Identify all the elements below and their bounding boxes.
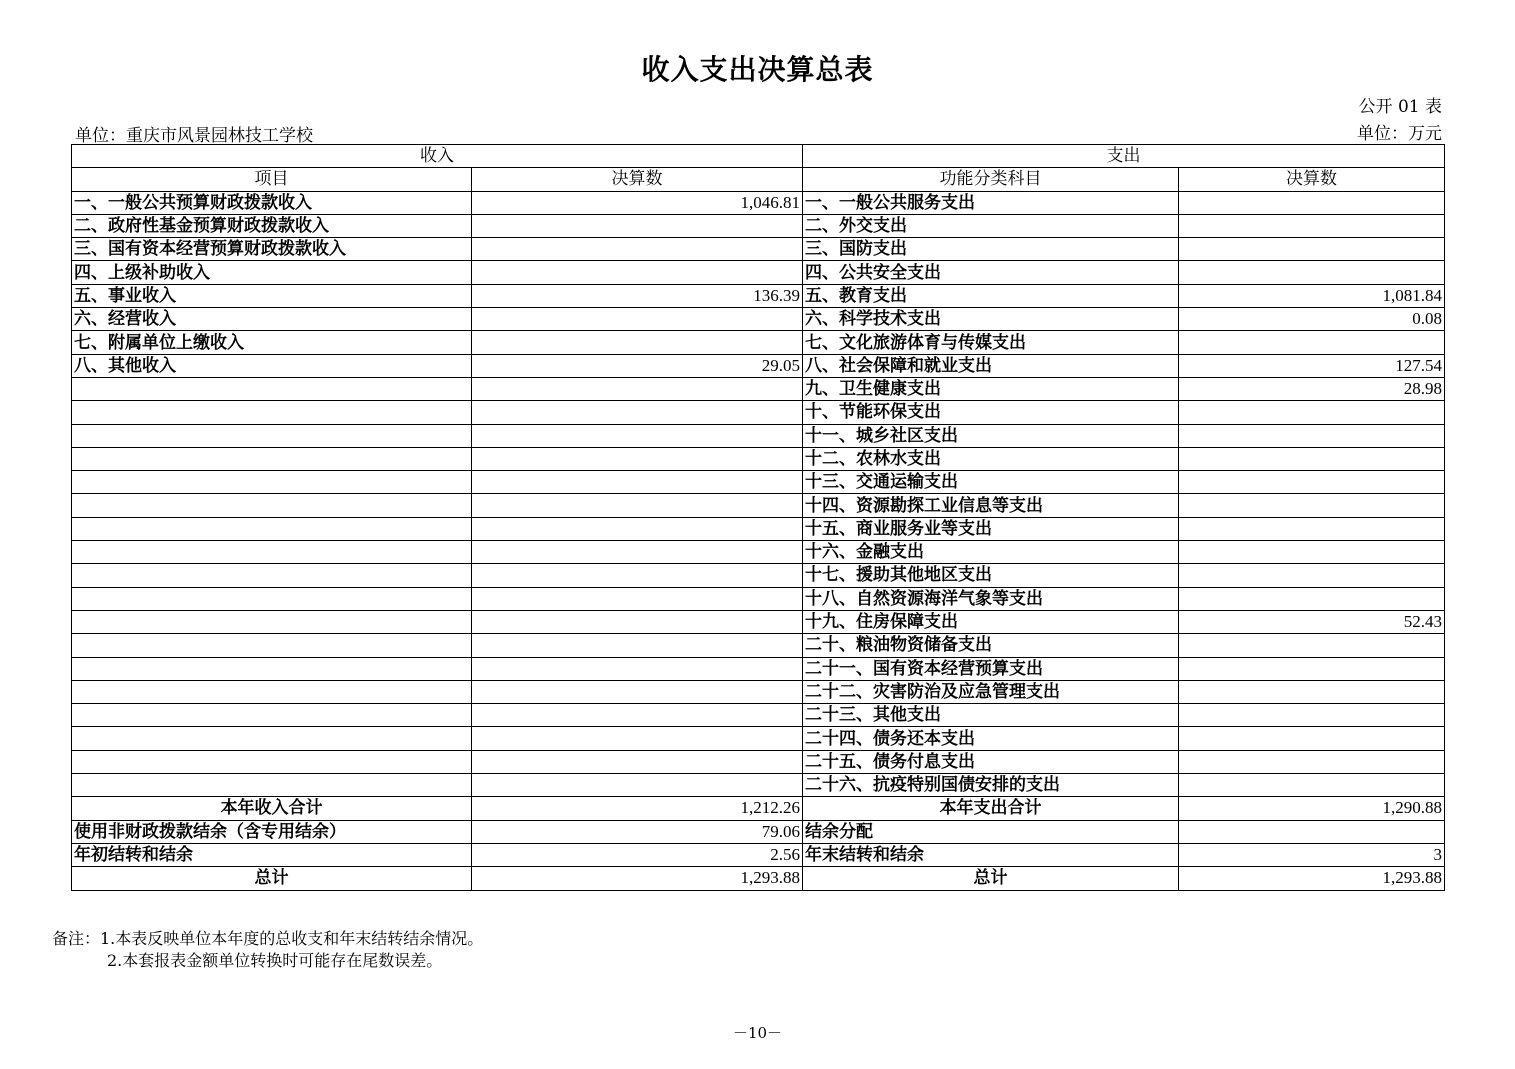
expense-item-cell: 一、一般公共服务支出 bbox=[803, 191, 1179, 214]
expense-item-cell: 九、卫生健康支出 bbox=[803, 377, 1179, 400]
income-item-cell bbox=[72, 564, 472, 587]
income-item-cell bbox=[72, 471, 472, 494]
table-row bbox=[72, 261, 1445, 284]
income-item-cell bbox=[72, 750, 472, 773]
expense-item-cell: 二十六、抗疫特别国债安排的支出 bbox=[803, 774, 1179, 797]
expense-item-cell: 十二、农林水支出 bbox=[803, 447, 1179, 470]
form-number: 公开 01 表 bbox=[1358, 97, 1442, 117]
expense-item-cell: 七、文化旅游体育与传媒支出 bbox=[803, 331, 1179, 354]
income-amount-cell bbox=[472, 564, 803, 587]
income-item-cell bbox=[72, 447, 472, 470]
table-row bbox=[72, 331, 1445, 354]
summary-row bbox=[72, 797, 1445, 820]
income-amount-cell bbox=[472, 657, 803, 680]
expense-amount-cell bbox=[1179, 401, 1445, 424]
expense-amount-cell bbox=[1179, 238, 1445, 261]
income-item-cell bbox=[72, 704, 472, 727]
table-row bbox=[72, 471, 1445, 494]
income-amount-cell bbox=[472, 401, 803, 424]
table-row bbox=[72, 774, 1445, 797]
expense-amount-cell bbox=[1179, 750, 1445, 773]
income-item-cell bbox=[72, 634, 472, 657]
income-item-cell: 七、附属单位上缴收入 bbox=[72, 331, 472, 354]
expense-amount-header: 决算数 bbox=[1179, 168, 1445, 191]
expense-amount-cell bbox=[1179, 331, 1445, 354]
table-row bbox=[72, 238, 1445, 261]
income-amount-cell bbox=[472, 727, 803, 750]
expense-amount-cell: 52.43 bbox=[1179, 610, 1445, 633]
income-item-cell bbox=[72, 774, 472, 797]
income-item-cell bbox=[72, 587, 472, 610]
income-amount-cell: 136.39 bbox=[472, 284, 803, 307]
income-item-cell: 六、经营收入 bbox=[72, 308, 472, 331]
income-item-cell: 五、事业收入 bbox=[72, 284, 472, 307]
expense-item-cell: 二十、粮油物资储备支出 bbox=[803, 634, 1179, 657]
table-row bbox=[72, 191, 1445, 214]
note-line-1: 备注：1.本表反映单位本年度的总收支和年末结转结余情况。 bbox=[52, 929, 484, 948]
table-row bbox=[72, 308, 1445, 331]
expense-item-cell: 十五、商业服务业等支出 bbox=[803, 517, 1179, 540]
income-item-cell: 总计 bbox=[72, 867, 472, 890]
expense-item-header: 功能分类科目 bbox=[803, 168, 1179, 191]
expense-item-cell: 二十五、债务付息支出 bbox=[803, 750, 1179, 773]
income-amount-cell bbox=[472, 774, 803, 797]
expense-item-cell: 本年支出合计 bbox=[803, 797, 1179, 820]
income-amount-cell: 1,212.26 bbox=[472, 797, 803, 820]
table-row bbox=[72, 377, 1445, 400]
table-row bbox=[72, 541, 1445, 564]
expense-amount-cell bbox=[1179, 564, 1445, 587]
income-item-cell bbox=[72, 517, 472, 540]
header-row-section bbox=[72, 145, 1445, 168]
table-row bbox=[72, 587, 1445, 610]
income-amount-cell: 2.56 bbox=[472, 843, 803, 866]
expense-amount-cell bbox=[1179, 634, 1445, 657]
expense-item-cell: 十六、金融支出 bbox=[803, 541, 1179, 564]
income-amount-cell bbox=[472, 494, 803, 517]
page-number: －10－ bbox=[732, 1024, 783, 1042]
expense-item-cell: 二十一、国有资本经营预算支出 bbox=[803, 657, 1179, 680]
income-amount-cell bbox=[472, 541, 803, 564]
expense-item-cell: 八、社会保障和就业支出 bbox=[803, 354, 1179, 377]
expense-item-cell: 十三、交通运输支出 bbox=[803, 471, 1179, 494]
expense-item-cell: 年末结转和结余 bbox=[803, 843, 1179, 866]
table-row bbox=[72, 680, 1445, 703]
income-amount-cell bbox=[472, 471, 803, 494]
table-row bbox=[72, 517, 1445, 540]
table-row bbox=[72, 354, 1445, 377]
income-amount-cell bbox=[472, 704, 803, 727]
income-item-cell bbox=[72, 610, 472, 633]
expense-item-cell: 二十二、灾害防治及应急管理支出 bbox=[803, 680, 1179, 703]
expense-item-cell: 三、国防支出 bbox=[803, 238, 1179, 261]
income-amount-cell bbox=[472, 447, 803, 470]
table-row bbox=[72, 494, 1445, 517]
table-row bbox=[72, 447, 1445, 470]
expense-amount-cell bbox=[1179, 447, 1445, 470]
income-item-cell bbox=[72, 494, 472, 517]
income-amount-cell bbox=[472, 750, 803, 773]
note-line-2: 2.本套报表金额单位转换时可能存在尾数误差。 bbox=[107, 951, 443, 970]
expense-amount-cell bbox=[1179, 541, 1445, 564]
income-amount-cell bbox=[472, 331, 803, 354]
expense-item-cell: 十、节能环保支出 bbox=[803, 401, 1179, 424]
income-item-cell: 四、上级补助收入 bbox=[72, 261, 472, 284]
expense-amount-cell bbox=[1179, 657, 1445, 680]
income-amount-cell bbox=[472, 634, 803, 657]
income-amount-cell: 1,046.81 bbox=[472, 191, 803, 214]
expense-amount-cell: 1,081.84 bbox=[1179, 284, 1445, 307]
income-item-cell: 使用非财政拨款结余（含专用结余） bbox=[72, 820, 472, 843]
header-row-columns bbox=[72, 168, 1445, 191]
table-row bbox=[72, 564, 1445, 587]
income-amount-cell bbox=[472, 308, 803, 331]
expense-amount-cell: 1,290.88 bbox=[1179, 797, 1445, 820]
expense-item-cell: 总计 bbox=[803, 867, 1179, 890]
expense-item-cell: 五、教育支出 bbox=[803, 284, 1179, 307]
expense-amount-cell: 127.54 bbox=[1179, 354, 1445, 377]
expense-amount-cell bbox=[1179, 680, 1445, 703]
expense-section-header: 支出 bbox=[803, 145, 1445, 168]
income-item-cell bbox=[72, 727, 472, 750]
income-item-cell: 年初结转和结余 bbox=[72, 843, 472, 866]
expense-item-cell: 十一、城乡社区支出 bbox=[803, 424, 1179, 447]
income-section-header: 收入 bbox=[72, 145, 803, 168]
table-row bbox=[72, 424, 1445, 447]
income-amount-cell: 79.06 bbox=[472, 820, 803, 843]
expense-amount-cell bbox=[1179, 727, 1445, 750]
income-amount-cell bbox=[472, 587, 803, 610]
income-item-cell: 本年收入合计 bbox=[72, 797, 472, 820]
income-amount-header: 决算数 bbox=[472, 168, 803, 191]
table-row bbox=[72, 727, 1445, 750]
income-amount-cell bbox=[472, 424, 803, 447]
expense-amount-cell bbox=[1179, 424, 1445, 447]
income-item-cell bbox=[72, 680, 472, 703]
income-item-cell: 一、一般公共预算财政拨款收入 bbox=[72, 191, 472, 214]
table-row bbox=[72, 214, 1445, 237]
expense-item-cell: 十七、援助其他地区支出 bbox=[803, 564, 1179, 587]
table-row bbox=[72, 634, 1445, 657]
income-item-cell bbox=[72, 541, 472, 564]
income-amount-cell: 1,293.88 bbox=[472, 867, 803, 890]
expense-item-cell: 十四、资源勘探工业信息等支出 bbox=[803, 494, 1179, 517]
income-item-cell: 八、其他收入 bbox=[72, 354, 472, 377]
income-item-cell bbox=[72, 424, 472, 447]
income-amount-cell bbox=[472, 610, 803, 633]
income-amount-cell bbox=[472, 214, 803, 237]
income-amount-cell bbox=[472, 377, 803, 400]
income-item-header: 项目 bbox=[72, 168, 472, 191]
expense-amount-cell bbox=[1179, 214, 1445, 237]
income-item-cell bbox=[72, 401, 472, 424]
expense-item-cell: 二十三、其他支出 bbox=[803, 704, 1179, 727]
table-row bbox=[72, 284, 1445, 307]
expense-item-cell: 结余分配 bbox=[803, 820, 1179, 843]
expense-item-cell: 二、外交支出 bbox=[803, 214, 1179, 237]
expense-amount-cell bbox=[1179, 774, 1445, 797]
expense-item-cell: 六、科学技术支出 bbox=[803, 308, 1179, 331]
notes bbox=[52, 928, 483, 972]
income-item-cell: 三、国有资本经营预算财政拨款收入 bbox=[72, 238, 472, 261]
expense-amount-cell bbox=[1179, 704, 1445, 727]
table-row bbox=[72, 401, 1445, 424]
expense-amount-cell bbox=[1179, 261, 1445, 284]
expense-amount-cell bbox=[1179, 191, 1445, 214]
expense-amount-cell: 3 bbox=[1179, 843, 1445, 866]
expense-amount-cell: 0.08 bbox=[1179, 308, 1445, 331]
summary-row bbox=[72, 843, 1445, 866]
income-item-cell: 二、政府性基金预算财政拨款收入 bbox=[72, 214, 472, 237]
expense-item-cell: 二十四、债务还本支出 bbox=[803, 727, 1179, 750]
expense-item-cell: 十八、自然资源海洋气象等支出 bbox=[803, 587, 1179, 610]
expense-amount-cell bbox=[1179, 517, 1445, 540]
expense-amount-cell: 28.98 bbox=[1179, 377, 1445, 400]
table-row bbox=[72, 610, 1445, 633]
table-row bbox=[72, 750, 1445, 773]
income-amount-cell: 29.05 bbox=[472, 354, 803, 377]
expense-amount-cell bbox=[1179, 471, 1445, 494]
reporting-unit: 单位：重庆市风景园林技工学校 bbox=[75, 126, 313, 146]
income-amount-cell bbox=[472, 517, 803, 540]
income-item-cell bbox=[72, 657, 472, 680]
expense-amount-cell: 1,293.88 bbox=[1179, 867, 1445, 890]
expense-amount-cell bbox=[1179, 820, 1445, 843]
summary-row bbox=[72, 867, 1445, 890]
income-item-cell bbox=[72, 377, 472, 400]
income-amount-cell bbox=[472, 680, 803, 703]
expense-item-cell: 四、公共安全支出 bbox=[803, 261, 1179, 284]
currency-unit: 单位：万元 bbox=[1357, 124, 1442, 144]
table-row bbox=[72, 657, 1445, 680]
expense-amount-cell bbox=[1179, 587, 1445, 610]
summary-row bbox=[72, 820, 1445, 843]
expense-item-cell: 十九、住房保障支出 bbox=[803, 610, 1179, 633]
table-row bbox=[72, 704, 1445, 727]
page-title: 收入支出决算总表 bbox=[641, 53, 874, 86]
budget-summary-table bbox=[71, 144, 1445, 891]
income-amount-cell bbox=[472, 261, 803, 284]
expense-amount-cell bbox=[1179, 494, 1445, 517]
income-amount-cell bbox=[472, 238, 803, 261]
